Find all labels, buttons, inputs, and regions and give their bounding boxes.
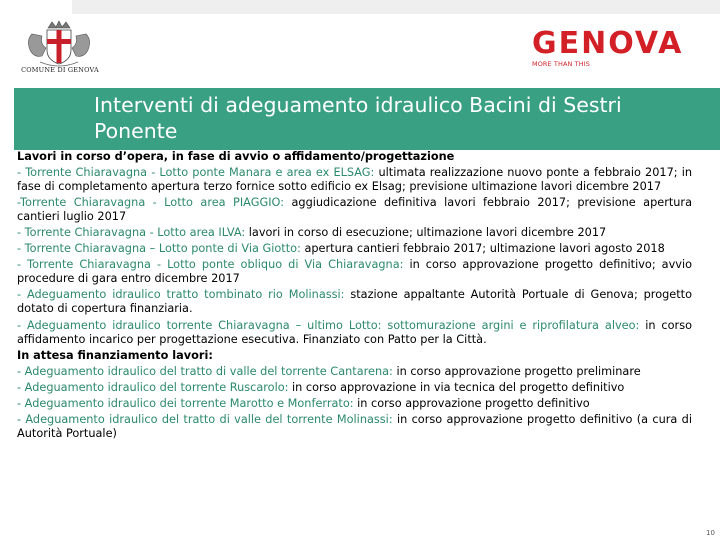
item-name: Torrente Chiaravagna – Lotto ponte di Via Giotto: bbox=[24, 242, 301, 256]
genova-logo bbox=[532, 28, 707, 68]
item-bullet: - bbox=[17, 242, 25, 256]
item-name: Adeguamento idraulico torrente Chiaravagna – ultimo Lotto: sottomurazione argini e riprofilatura alveo: bbox=[26, 318, 640, 332]
item-text: in corso approvazione progetto preliminare bbox=[392, 364, 641, 378]
brand-name: GENOVA bbox=[532, 26, 684, 61]
item-bullet: - bbox=[17, 364, 25, 378]
item-bullet: - bbox=[17, 412, 26, 426]
list-item bbox=[17, 196, 692, 224]
item-text: apertura cantieri febbraio 2017; ultimazione lavori agosto 2018 bbox=[300, 242, 665, 256]
item-bullet: - bbox=[17, 166, 26, 180]
list-item bbox=[17, 166, 692, 194]
top-gray-bar bbox=[72, 0, 720, 14]
item-text: in corso affidamento incarico per progettazione esecutiva. Finanziato con Patto per la Città. bbox=[17, 318, 692, 346]
item-name: Adeguamento idraulico del torrente Ruscarolo: bbox=[24, 380, 289, 394]
item-bullet: - bbox=[17, 226, 25, 240]
item-name: Adeguamento idraulico dei torrente Marotto e Monferrato: bbox=[24, 396, 354, 410]
item-bullet: - bbox=[17, 196, 21, 210]
item-name: Adeguamento idraulico tratto tombinato rio Molinassi: bbox=[26, 288, 345, 302]
item-bullet: - bbox=[17, 318, 27, 332]
item-text: in corso approvazione in via tecnica del progetto definitivo bbox=[288, 380, 625, 394]
item-bullet: - bbox=[17, 288, 27, 302]
waiting-list bbox=[17, 365, 692, 441]
list-item bbox=[17, 397, 692, 411]
item-name: Torrente Chiaravagna - Lotto ponte obliquo di Via Chiaravagna: bbox=[27, 258, 404, 272]
page-title: Interventi di adeguamento idraulico Bacini di Sestri Ponente bbox=[94, 93, 622, 143]
section-heading: Lavori in corso d’opera, in fase di avvio o affidamento/progettazione bbox=[17, 150, 455, 163]
work-list bbox=[17, 166, 692, 347]
item-bullet: - bbox=[17, 380, 25, 394]
content-body bbox=[17, 150, 692, 443]
page-number: 10 bbox=[706, 529, 715, 537]
item-name: Adeguamento idraulico del tratto di valle del torrente Molinassi: bbox=[25, 412, 393, 426]
item-text: ultimata realizzazione nuovo ponte a febbraio 2017; in fase di completamento apertura terzo fornice sotto edificio ex Elsag; previsione ultimazione lavori dicembre 2017 bbox=[17, 166, 692, 194]
list-item bbox=[17, 258, 692, 286]
list-item bbox=[17, 319, 692, 347]
list-item bbox=[17, 242, 692, 256]
list-item bbox=[17, 365, 692, 379]
item-name: Adeguamento idraulico del tratto di valle del torrente Cantarena: bbox=[24, 364, 393, 378]
item-bullet: - bbox=[17, 396, 25, 410]
brand-tagline: MORE THAN THIS bbox=[532, 60, 590, 68]
municipality-caption: COMUNE DI GENOVA bbox=[21, 66, 99, 74]
list-item bbox=[17, 413, 692, 441]
item-name: Torrente Chiaravagna - Lotto ponte Manara e area ex ELSAG: bbox=[25, 166, 375, 180]
item-text: in corso approvazione progetto definitivo; avvio procedure di gara entro dicembre 2017 bbox=[17, 258, 692, 286]
item-name: Torrente Chiaravagna - Lotto area ILVA: bbox=[24, 226, 246, 240]
item-bullet: - bbox=[17, 258, 28, 272]
item-text: in corso approvazione progetto definitivo bbox=[353, 396, 590, 410]
item-text: aggiudicazione definitiva lavori febbraio 2017; previsione apertura cantieri luglio 2017 bbox=[17, 196, 693, 224]
item-name: Torrente Chiaravagna - Lotto area PIAGGIO: bbox=[20, 196, 285, 210]
list-item bbox=[17, 288, 692, 316]
section-heading-funding: In attesa finanziamento lavori: bbox=[17, 348, 213, 362]
item-text: lavori in corso di esecuzione; ultimazione lavori dicembre 2017 bbox=[245, 226, 607, 240]
list-item bbox=[17, 381, 692, 395]
item-text: stazione appaltante Autorità Portuale di Genova; progetto dotato di copertura finanziaria. bbox=[17, 288, 693, 316]
list-item bbox=[17, 226, 692, 240]
item-text: in corso approvazione progetto definitivo (a cura di Autorità Portuale) bbox=[17, 412, 692, 440]
